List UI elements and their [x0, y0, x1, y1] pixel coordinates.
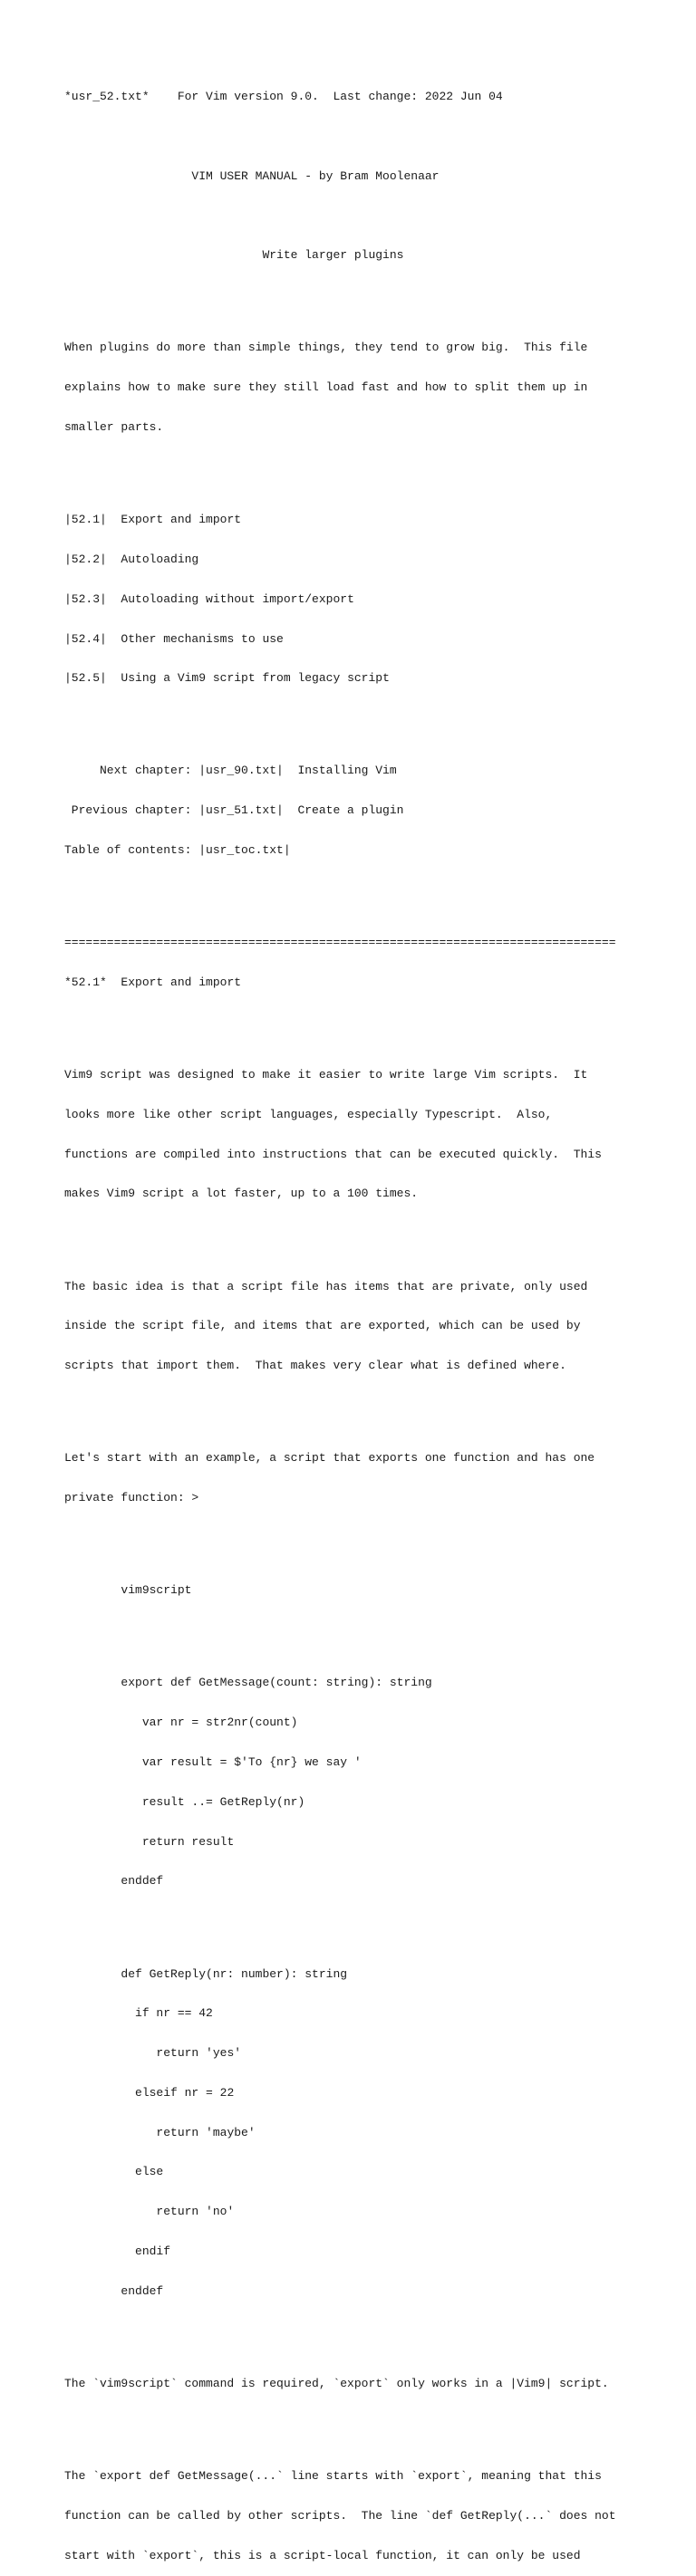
paragraph-line: Vim9 script was designed to make it easier to write large Vim scripts. It — [64, 1068, 588, 1082]
toc-item-52-2[interactable]: |52.2| Autoloading — [64, 552, 199, 566]
toc-item-52-3[interactable]: |52.3| Autoloading without import/export — [64, 591, 354, 606]
code-line: return 'yes' — [64, 2046, 242, 2061]
table-of-contents-link[interactable]: Table of contents: |usr_toc.txt| — [64, 843, 291, 858]
paragraph-line: The basic idea is that a script file has items that are private, only used — [64, 1279, 588, 1293]
paragraph-line: Let's start with an example, a script that exports one function and has one — [64, 1451, 595, 1466]
code-line: endif — [64, 2244, 171, 2258]
section-separator: ============================================================================== — [64, 936, 616, 950]
code-line: return 'no' — [64, 2205, 235, 2219]
chapter-title: Write larger plugins — [64, 248, 404, 263]
code-line: enddef — [64, 2283, 164, 2298]
paragraph-line: start with `export`, this is a script-local function, it can only be used — [64, 2548, 581, 2562]
code-line: if nr == 42 — [64, 2006, 213, 2021]
paragraph-line: private function: > — [64, 1491, 199, 1505]
paragraph-line: scripts that import them. That makes very clear what is defined where. — [64, 1359, 566, 1373]
toc-item-52-1[interactable]: |52.1| Export and import — [64, 513, 242, 527]
paragraph-line: functions are compiled into instructions that can be executed quickly. This — [64, 1147, 602, 1161]
previous-chapter-link[interactable]: Previous chapter: |usr_51.txt| Create a plugin — [64, 803, 404, 818]
code-line: return 'maybe' — [64, 2125, 256, 2139]
code-line: return result — [64, 1834, 235, 1849]
intro-line: smaller parts. — [64, 420, 164, 435]
paragraph-line: looks more like other script languages, especially Typescript. Also, — [64, 1107, 553, 1121]
code-line: result ..= GetReply(nr) — [64, 1794, 305, 1809]
code-line: enddef — [64, 1874, 164, 1889]
code-line: var result = $'To {nr} we say ' — [64, 1755, 362, 1769]
help-file-tag-line: *usr_52.txt* For Vim version 9.0. Last change: 2022 Jun 04 — [64, 90, 503, 104]
section-heading: *52.1* Export and import — [64, 975, 242, 989]
code-line: else — [64, 2165, 164, 2179]
intro-line: When plugins do more than simple things, they tend to grow big. This file — [64, 341, 588, 355]
code-line: vim9script — [64, 1583, 192, 1598]
manual-title: VIM USER MANUAL - by Bram Moolenaar — [64, 168, 440, 183]
code-line: export def GetMessage(count: string): string — [64, 1676, 432, 1690]
next-chapter-link[interactable]: Next chapter: |usr_90.txt| Installing Vim — [64, 764, 397, 778]
toc-item-52-5[interactable]: |52.5| Using a Vim9 script from legacy script — [64, 671, 390, 686]
code-line: var nr = str2nr(count) — [64, 1716, 298, 1730]
toc-item-52-4[interactable]: |52.4| Other mechanisms to use — [64, 631, 284, 646]
paragraph-line: The `vim9script` command is required, `export` only works in a |Vim9| script. — [64, 2376, 609, 2390]
code-line: elseif nr = 22 — [64, 2085, 235, 2100]
help-document — [64, 64, 690, 2576]
paragraph-line: function can be called by other scripts. The line `def GetReply(...` does not — [64, 2508, 616, 2523]
paragraph-line: makes Vim9 script a lot faster, up to a 100 times. — [64, 1187, 419, 1201]
paragraph-line: inside the script file, and items that are exported, which can be used by — [64, 1319, 581, 1333]
code-line: def GetReply(nr: number): string — [64, 1966, 348, 1981]
intro-line: explains how to make sure they still load fast and how to split them up in — [64, 380, 588, 395]
paragraph-line: The `export def GetMessage(...` line starts with `export`, meaning that this — [64, 2469, 602, 2484]
